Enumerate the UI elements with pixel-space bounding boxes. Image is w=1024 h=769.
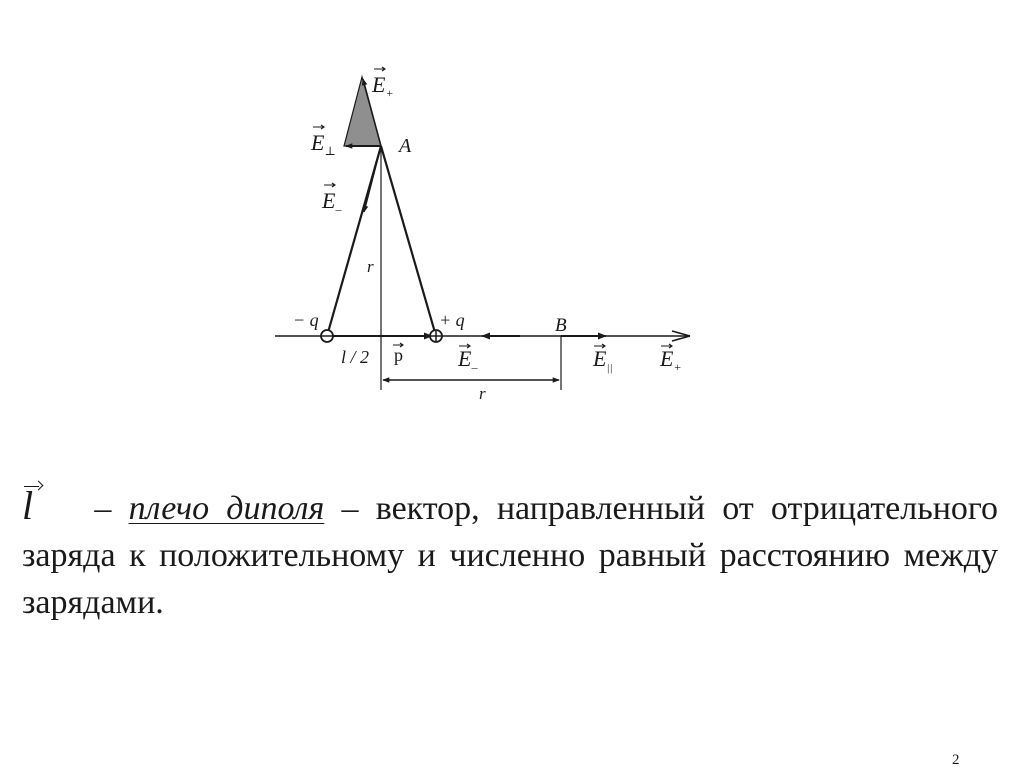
definition-body: – вектор, направленный от отрицательного заряда к положительному и численно равный расстоянию между зарядами. bbox=[22, 490, 999, 621]
label-half-l: l / 2 bbox=[341, 347, 370, 367]
line-pos-charge-to-a bbox=[381, 146, 436, 336]
l-vector-symbol: l bbox=[22, 483, 34, 528]
label-e-minus-axis: $E_-$ bbox=[458, 346, 478, 374]
label-r-vertical: r bbox=[367, 257, 374, 276]
label-point-b: B bbox=[555, 315, 567, 336]
label-neg-charge: − q bbox=[293, 310, 319, 330]
label-e-minus-left: $E_-$ bbox=[322, 188, 342, 216]
e-minus-vector-at-a bbox=[364, 146, 381, 212]
label-point-a: A bbox=[399, 135, 412, 157]
page-number: 2 bbox=[952, 752, 960, 768]
definition-paragraph bbox=[22, 482, 998, 626]
label-e-perp: $E_\perp$ bbox=[311, 130, 336, 158]
label-p-vec: p bbox=[394, 345, 403, 365]
definition-term: плечо диполя bbox=[128, 490, 325, 527]
label-e-plus-axis: $E_+$ bbox=[660, 346, 682, 374]
label-pos-charge: + q bbox=[439, 310, 465, 330]
label-e-par: $E_{||}$ bbox=[593, 346, 613, 374]
definition-dash: – bbox=[94, 490, 112, 527]
label-r-horizontal: r bbox=[479, 384, 486, 403]
label-e-plus-top: $E_+$ bbox=[372, 72, 394, 100]
